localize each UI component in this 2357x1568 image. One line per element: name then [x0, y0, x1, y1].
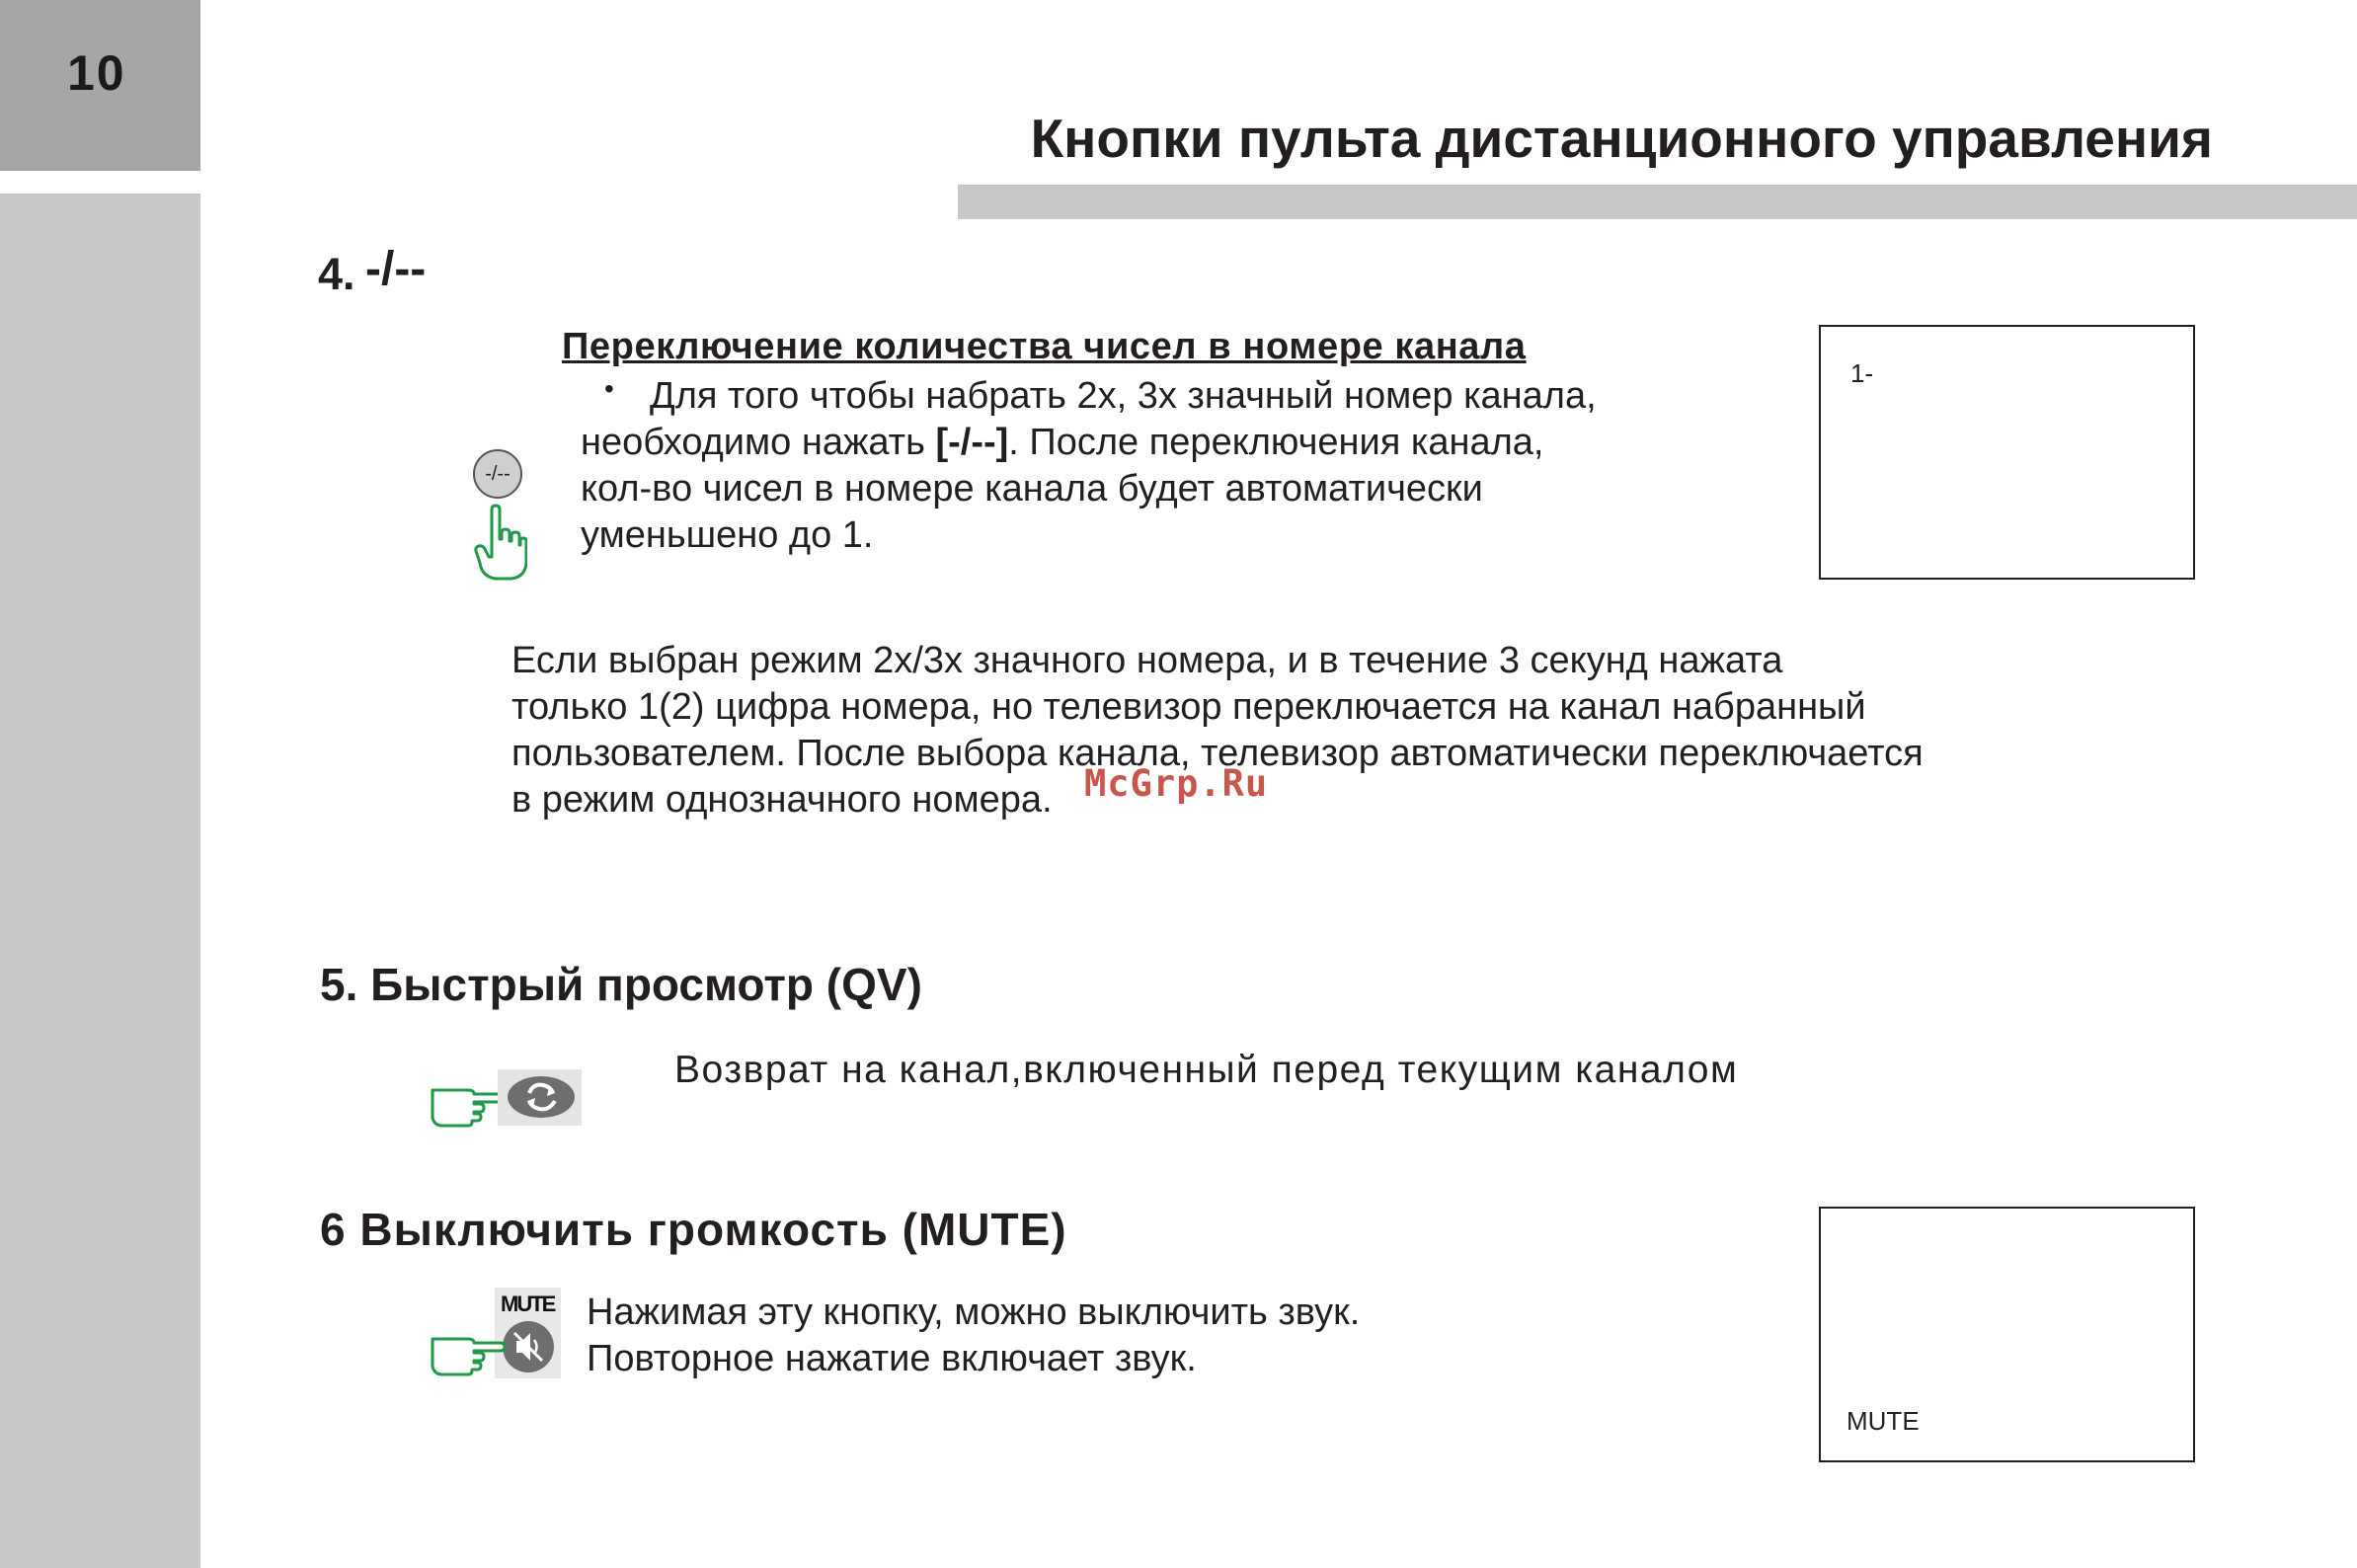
page-title: Кнопки пульта дистанционного управления — [1030, 108, 2213, 169]
key-reference: [-/--] — [935, 422, 1009, 463]
section-6-line-1: Нажимая эту кнопку, можно выключить звук. — [587, 1292, 1361, 1333]
para-b-line-2: только 1(2) цифра номера, но телевизор переключается на канал набранный — [511, 686, 1866, 728]
left-sidebar-strip — [0, 194, 200, 1568]
pointing-hand-up-icon — [472, 504, 527, 583]
section-4-subheading: Переключение количества чисел в номере канала — [562, 326, 1527, 367]
mute-button-label: MUTE — [501, 1292, 555, 1316]
quick-view-button-icon — [498, 1069, 582, 1126]
section-4-paragraph-b — [511, 638, 2111, 823]
para-a-line-3: кол-во чисел в номере канала будет автоматически — [581, 468, 1483, 510]
page-number: 10 — [67, 45, 126, 101]
para-b-line-3: пользователем. После выбора канала, телевизор автоматически переключается — [511, 733, 1924, 774]
watermark: McGrp.Ru — [1084, 762, 1269, 805]
title-underline-bar — [958, 185, 2357, 219]
para-a-line-2-start: необходимо нажать — [581, 422, 936, 463]
section-4-number: 4. — [318, 249, 355, 299]
tv-screen-display-1 — [1819, 325, 2195, 580]
section-6-heading: 6 Выключить громкость (MUTE) — [320, 1204, 1067, 1255]
bullet-icon: • — [604, 373, 614, 404]
para-a-line-1: Для того чтобы набрать 2х, 3х значный номер канала, — [650, 375, 1597, 417]
screen-channel-indicator: 1- — [1850, 358, 1874, 388]
recall-icon — [498, 1069, 582, 1126]
para-b-line-4: в режим однозначного номера. — [511, 779, 1053, 821]
screen-mute-indicator: MUTE — [1846, 1406, 1920, 1436]
para-a-line-2 — [581, 420, 1746, 466]
section-4-paragraph-a — [581, 373, 1746, 559]
section-6-description — [587, 1290, 1574, 1382]
section-6-line-2: Повторное нажатие включает звук. — [587, 1338, 1197, 1379]
section-5-description: Возврат на канал,включенный перед текущим каналом — [674, 1049, 1739, 1091]
digit-mode-button-label: -/-- — [485, 462, 511, 485]
para-a-line-2-end: . После переключения канала, — [1008, 422, 1544, 463]
pointing-hand-right-icon — [429, 1329, 508, 1378]
para-b-line-1: Если выбран режим 2х/3х значного номера, и в течение 3 секунд нажата — [511, 640, 1783, 681]
pointing-hand-right-icon — [429, 1080, 508, 1130]
section-5-heading: 5. Быстрый просмотр (QV) — [320, 959, 922, 1010]
section-4-heading: -/-- — [365, 243, 427, 295]
digit-mode-button-icon — [473, 449, 522, 499]
para-a-line-4: уменьшено до 1. — [581, 514, 874, 556]
tv-screen-display-2 — [1819, 1207, 2195, 1462]
